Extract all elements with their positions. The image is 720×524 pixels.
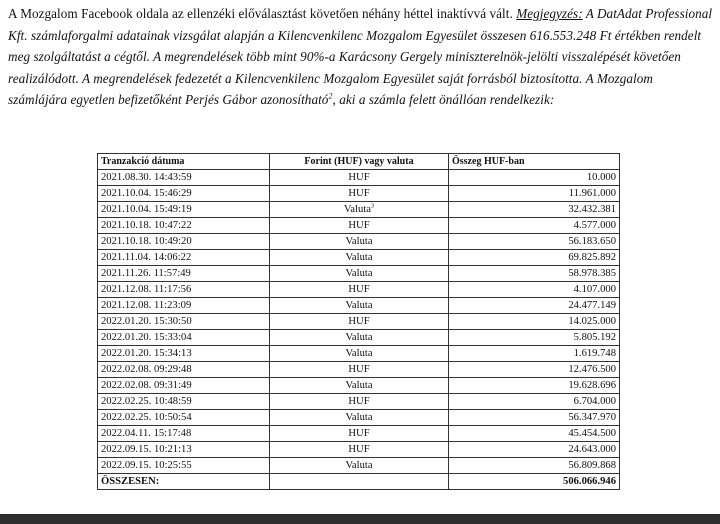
cell-date-text: 2022.01.20. 15:34:13: [101, 348, 192, 359]
cell-date: [98, 266, 270, 282]
cell-currency: [270, 458, 449, 474]
cell-currency-text: HUF: [348, 444, 370, 455]
cell-currency: [270, 234, 449, 250]
cell-currency-text: Valuta: [345, 412, 373, 423]
cell-amount: [449, 458, 620, 474]
cell-currency: [270, 410, 449, 426]
cell-date: [98, 410, 270, 426]
cell-currency-text: Valuta: [345, 300, 373, 311]
cell-amount: [449, 170, 620, 186]
cell-date-text: 2022.02.08. 09:31:49: [101, 380, 192, 391]
cell-amount: [449, 186, 620, 202]
cell-amount-text: 5.805.192: [573, 332, 616, 343]
cell-date: [98, 426, 270, 442]
cell-amount-text: 69.825.892: [568, 252, 616, 263]
cell-date: [98, 250, 270, 266]
table-row: [98, 458, 620, 474]
cell-amount: [449, 298, 620, 314]
table-row: [98, 298, 620, 314]
cell-amount-text: 45.454.500: [568, 428, 616, 439]
cell-date-text: 2021.10.18. 10:47:22: [101, 220, 192, 231]
cell-currency: [270, 378, 449, 394]
cell-currency: [270, 202, 449, 218]
cell-amount: [449, 378, 620, 394]
cell-currency-text: HUF: [348, 396, 370, 407]
table-body: [98, 170, 620, 474]
total-label: ÖSSZESEN:: [98, 474, 270, 490]
cell-date-text: 2021.08.30. 14:43:59: [101, 172, 192, 183]
footnote-ref-3: 3: [370, 202, 375, 210]
cell-date-text: 2022.02.25. 10:50:54: [101, 412, 192, 423]
cell-date-text: 2021.10.18. 10:49:20: [101, 236, 192, 247]
cell-currency: [270, 250, 449, 266]
cell-date-text: 2022.09.15. 10:25:55: [101, 460, 192, 471]
sentence-facebook-inactive: A Mozgalom Facebook oldala az ellenzéki előválasztást követően néhány héttel inaktívvá vált.: [8, 6, 513, 21]
table-row: [98, 218, 620, 234]
cell-currency: [270, 330, 449, 346]
cell-date: [98, 282, 270, 298]
cell-date-text: 2022.01.20. 15:33:04: [101, 332, 192, 343]
cell-currency-text: HUF: [348, 188, 370, 199]
cell-currency-text: Valuta: [345, 236, 373, 247]
cell-amount-text: 10.000: [586, 172, 616, 183]
cell-amount-text: 11.961.000: [568, 188, 616, 199]
table-row: [98, 442, 620, 458]
cell-amount-text: 56.183.650: [568, 236, 616, 247]
cell-currency-text: Valuta: [345, 268, 373, 279]
header-date: Tranzakció dátuma: [98, 154, 270, 170]
cell-date-text: 2021.10.04. 15:49:19: [101, 204, 192, 215]
cell-amount-text: 19.628.696: [568, 380, 616, 391]
cell-currency-text: HUF: [348, 316, 370, 327]
note-body: A DatAdat Professional Kft. számlaforgalmi adatainak vizsgálat alapján a Kilencvenkilenc Mozgalom Egyesület összesen 616.553.248 Ft értékben rendelt meg szolgáltatást a cégtől. A megrendelések több mint 90%-a Karácsony Gergely miniszterelnök-jelölti visszalépését követően realizálódott. A megrendelések fedezetét a Kilencvenkilenc Mozgalom Egyesület saját forrásból biztosította. A Mozgalom számlájára egyetlen befizetőként Perjés Gábor azonosítható: [8, 6, 713, 108]
cell-date: [98, 394, 270, 410]
table-row: [98, 346, 620, 362]
cell-date-text: 2022.02.25. 10:48:59: [101, 396, 192, 407]
cell-amount: [449, 282, 620, 298]
bottom-dark-bar: [0, 514, 720, 524]
table-row: [98, 282, 620, 298]
cell-date: [98, 314, 270, 330]
table-row: [98, 234, 620, 250]
cell-date: [98, 234, 270, 250]
table-row: [98, 378, 620, 394]
cell-amount: [449, 218, 620, 234]
table-row: [98, 266, 620, 282]
cell-currency: [270, 298, 449, 314]
cell-currency: [270, 218, 449, 234]
cell-date: [98, 202, 270, 218]
cell-date: [98, 362, 270, 378]
cell-currency: [270, 266, 449, 282]
cell-date: [98, 170, 270, 186]
cell-currency-text: Valuta: [345, 380, 373, 391]
cell-amount: [449, 394, 620, 410]
table-header-row: [98, 154, 620, 170]
cell-date-text: 2022.04.11. 15:17:48: [101, 428, 192, 439]
cell-date-text: 2021.12.08. 11:23:09: [101, 300, 192, 311]
cell-amount: [449, 250, 620, 266]
cell-amount-text: 56.809.868: [568, 460, 616, 471]
cell-amount: [449, 410, 620, 426]
cell-currency: [270, 394, 449, 410]
total-row: [98, 474, 620, 490]
cell-amount-text: 14.025.000: [568, 316, 616, 327]
table-row: [98, 426, 620, 442]
table-row: [98, 314, 620, 330]
cell-amount: [449, 426, 620, 442]
cell-date: [98, 298, 270, 314]
table-row: [98, 394, 620, 410]
cell-amount: [449, 266, 620, 282]
cell-currency-text: Valuta: [345, 332, 373, 343]
cell-amount: [449, 442, 620, 458]
cell-currency: [270, 346, 449, 362]
cell-amount-text: 1.619.748: [573, 348, 616, 359]
table-row: [98, 410, 620, 426]
cell-amount: [449, 234, 620, 250]
cell-date-text: 2022.02.08. 09:29:48: [101, 364, 192, 375]
cell-date: [98, 330, 270, 346]
cell-amount-text: 4.107.000: [573, 284, 616, 295]
cell-date: [98, 458, 270, 474]
cell-currency: [270, 170, 449, 186]
cell-currency-text: Valuta: [345, 348, 373, 359]
cell-date-text: 2021.10.04. 15:46:29: [101, 188, 192, 199]
note-tail: , aki a számla felett önállóan rendelkezik:: [332, 92, 555, 108]
cell-date: [98, 442, 270, 458]
cell-amount: [449, 330, 620, 346]
cell-date-text: 2022.01.20. 15:30:50: [101, 316, 192, 327]
cell-date-text: 2021.11.26. 11:57:49: [101, 268, 191, 279]
cell-amount-text: 6.704.000: [573, 396, 616, 407]
cell-currency-text: HUF: [348, 172, 370, 183]
cell-date-text: 2021.11.04. 14:06:22: [101, 252, 192, 263]
cell-amount-text: 56.347.970: [568, 412, 616, 423]
cell-amount-text: 24.477.149: [568, 300, 616, 311]
cell-date-text: 2021.12.08. 11:17:56: [101, 284, 192, 295]
cell-currency: [270, 282, 449, 298]
cell-date: [98, 186, 270, 202]
cell-currency-text: Valuta: [343, 204, 371, 215]
table-row: [98, 202, 620, 218]
total-value: 506.066.946: [449, 474, 620, 490]
intro-paragraph: [8, 3, 714, 111]
cell-amount-text: 4.577.000: [573, 220, 616, 231]
table-row: [98, 250, 620, 266]
cell-date-text: 2022.09.15. 10:21:13: [101, 444, 192, 455]
cell-amount: [449, 346, 620, 362]
cell-currency: [270, 314, 449, 330]
table-row: [98, 170, 620, 186]
cell-date: [98, 346, 270, 362]
cell-date: [98, 218, 270, 234]
cell-currency-text: HUF: [348, 220, 370, 231]
cell-amount: [449, 202, 620, 218]
cell-amount-text: 32.432.381: [568, 204, 616, 215]
table-row: [98, 362, 620, 378]
cell-currency: [270, 362, 449, 378]
cell-amount-text: 58.978.385: [568, 268, 616, 279]
cell-currency-text: HUF: [348, 428, 370, 439]
cell-currency-text: Valuta: [345, 252, 373, 263]
transactions-table: [97, 153, 620, 490]
total-empty-cell: [270, 474, 449, 490]
note-label: Megjegyzés:: [516, 6, 583, 21]
cell-amount-text: 24.643.000: [568, 444, 616, 455]
cell-currency: [270, 442, 449, 458]
cell-amount-text: 12.476.500: [568, 364, 616, 375]
table-row: [98, 186, 620, 202]
header-amount: Összeg HUF-ban: [449, 154, 620, 170]
footnote-ref-2: 2: [328, 91, 333, 101]
cell-date: [98, 378, 270, 394]
header-currency: Forint (HUF) vagy valuta: [270, 154, 449, 170]
cell-amount: [449, 362, 620, 378]
cell-currency-text: HUF: [348, 364, 370, 375]
cell-amount: [449, 314, 620, 330]
cell-currency-text: Valuta: [345, 460, 373, 471]
cell-currency: [270, 426, 449, 442]
table-row: [98, 330, 620, 346]
cell-currency-text: HUF: [348, 284, 370, 295]
cell-currency: [270, 186, 449, 202]
